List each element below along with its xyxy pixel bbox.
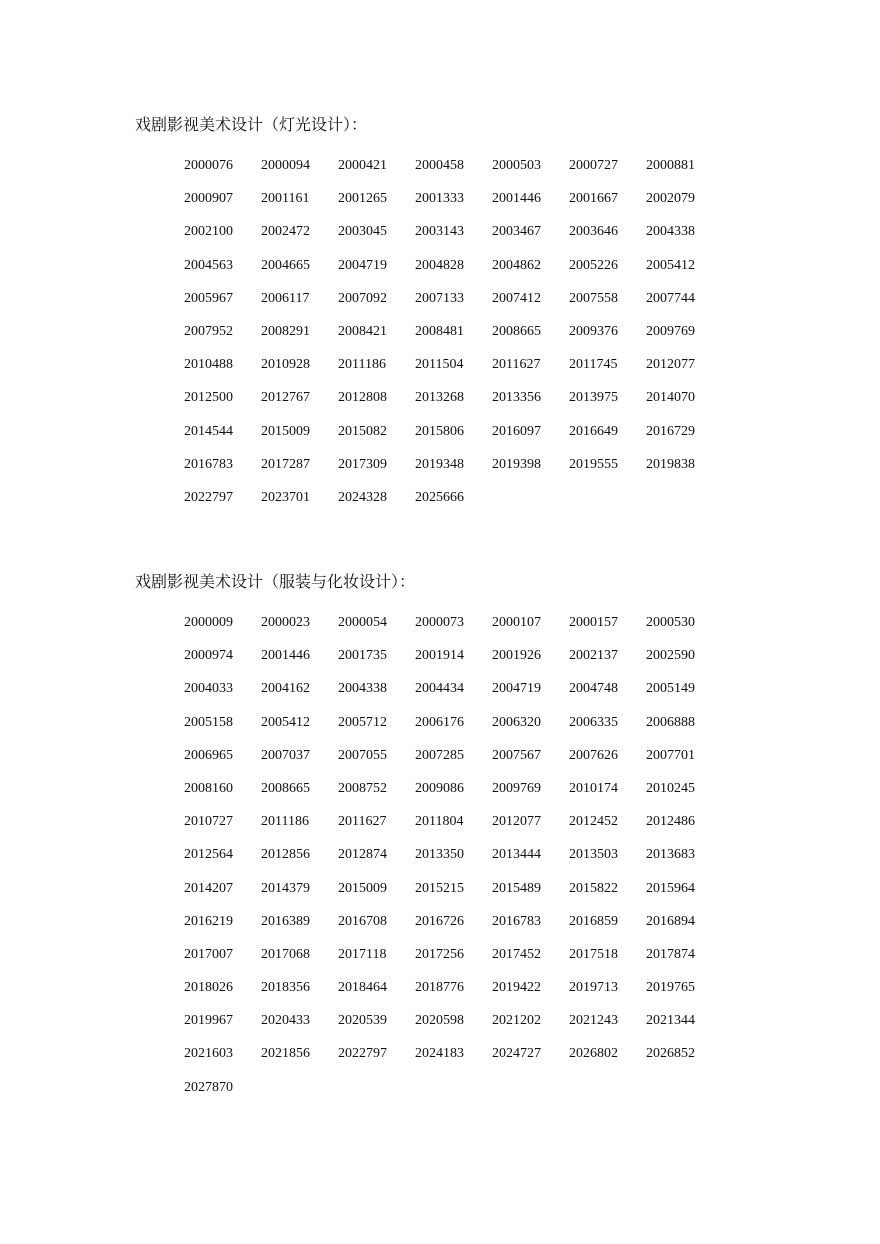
candidate-number: 2021856 — [261, 1046, 310, 1062]
candidate-number: 2001161 — [261, 191, 310, 207]
candidate-number: 2016708 — [338, 913, 387, 929]
candidate-number: 2000421 — [338, 158, 387, 173]
candidate-number: 2018356 — [261, 980, 310, 996]
candidate-number: 2007055 — [338, 747, 387, 763]
candidate-number: 2010727 — [184, 814, 233, 830]
candidate-number: 2019398 — [492, 456, 541, 472]
candidate-number: 2000157 — [569, 615, 618, 630]
candidate-number: 2007952 — [184, 323, 233, 339]
candidate-number: 2010245 — [646, 780, 695, 796]
candidate-number: 2013683 — [646, 847, 695, 863]
candidate-number: 2011504 — [415, 357, 464, 373]
candidate-number: 2017309 — [338, 456, 387, 472]
candidate-number: 2000054 — [338, 615, 387, 630]
candidate-number: 2026802 — [569, 1046, 618, 1062]
candidate-number: 2009376 — [569, 323, 618, 339]
candidate-number: 2017118 — [338, 946, 387, 962]
candidate-number: 2007744 — [646, 290, 695, 306]
candidate-number: 2006320 — [492, 714, 541, 730]
candidate-number: 2024328 — [338, 489, 387, 505]
candidate-number: 2012077 — [646, 357, 695, 373]
candidate-number: 2004033 — [184, 681, 233, 697]
candidate-number: 2015009 — [261, 423, 310, 439]
candidate-number: 2016783 — [492, 913, 541, 929]
candidate-number: 2000503 — [492, 158, 541, 173]
candidate-number: 2006335 — [569, 714, 618, 730]
candidate-number: 2000023 — [261, 615, 310, 630]
candidate-number: 2022797 — [338, 1046, 387, 1062]
candidate-number: 2012874 — [338, 847, 387, 863]
number-grid — [184, 615, 723, 1113]
candidate-number: 2009769 — [646, 323, 695, 339]
candidate-number: 2000107 — [492, 615, 541, 630]
candidate-number: 2012452 — [569, 814, 618, 830]
candidate-number: 2015009 — [338, 880, 387, 896]
candidate-number: 2010928 — [261, 357, 310, 373]
candidate-number: 2005412 — [261, 714, 310, 730]
candidate-number: 2016783 — [184, 456, 233, 472]
candidate-number: 2001914 — [415, 648, 464, 664]
candidate-number: 2019838 — [646, 456, 695, 472]
candidate-number: 2021603 — [184, 1046, 233, 1062]
candidate-number: 2018776 — [415, 980, 464, 996]
candidate-number: 2008291 — [261, 323, 310, 339]
candidate-number: 2016729 — [646, 423, 695, 439]
candidate-number: 2016649 — [569, 423, 618, 439]
candidate-number: 2002137 — [569, 648, 618, 664]
candidate-number: 2002100 — [184, 224, 233, 240]
candidate-number: 2021202 — [492, 1013, 541, 1029]
candidate-number: 2017452 — [492, 946, 541, 962]
candidate-number: 2019765 — [646, 980, 695, 996]
candidate-number: 2016726 — [415, 913, 464, 929]
candidate-number: 2011186 — [261, 814, 309, 830]
candidate-number: 2000907 — [184, 191, 233, 207]
candidate-number: 2015964 — [646, 880, 695, 896]
candidate-number: 2000073 — [415, 615, 464, 630]
number-grid — [184, 158, 723, 523]
candidate-number: 2017068 — [261, 946, 310, 962]
candidate-number: 2001446 — [492, 191, 541, 207]
candidate-number: 2015215 — [415, 880, 464, 896]
candidate-number: 2011627 — [338, 814, 387, 830]
candidate-number: 2004338 — [338, 681, 387, 697]
candidate-number: 2024183 — [415, 1046, 464, 1062]
candidate-number: 2012077 — [492, 814, 541, 830]
candidate-number: 2019713 — [569, 980, 618, 996]
candidate-number: 2000094 — [261, 158, 310, 173]
candidate-number: 2009086 — [415, 780, 464, 796]
candidate-number: 2004162 — [261, 681, 310, 697]
candidate-number: 2012767 — [261, 390, 310, 406]
candidate-number: 2005158 — [184, 714, 233, 730]
candidate-number: 2005712 — [338, 714, 387, 730]
candidate-number: 2008481 — [415, 323, 464, 339]
candidate-number: 2012856 — [261, 847, 310, 863]
candidate-number: 2024727 — [492, 1046, 541, 1062]
candidate-number: 2004434 — [415, 681, 464, 697]
candidate-number: 2012808 — [338, 390, 387, 406]
candidate-number: 2013975 — [569, 390, 618, 406]
candidate-number: 2000974 — [184, 648, 233, 664]
candidate-number: 2000009 — [184, 615, 233, 630]
candidate-number: 2005412 — [646, 257, 695, 273]
candidate-number: 2014379 — [261, 880, 310, 896]
candidate-number: 2022797 — [184, 489, 233, 505]
candidate-number: 2012486 — [646, 814, 695, 830]
candidate-number: 2017518 — [569, 946, 618, 962]
candidate-number: 2005149 — [646, 681, 695, 697]
candidate-number: 2014544 — [184, 423, 233, 439]
candidate-number: 2000727 — [569, 158, 618, 173]
candidate-number: 2004719 — [338, 257, 387, 273]
candidate-number: 2018026 — [184, 980, 233, 996]
candidate-number: 2020598 — [415, 1013, 464, 1029]
candidate-number: 2021243 — [569, 1013, 618, 1029]
candidate-number: 2001333 — [415, 191, 464, 207]
candidate-number: 2016097 — [492, 423, 541, 439]
candidate-number: 2025666 — [415, 489, 464, 505]
candidate-number: 2007412 — [492, 290, 541, 306]
candidate-number: 2021344 — [646, 1013, 695, 1029]
candidate-number: 2003646 — [569, 224, 618, 240]
candidate-number: 2020539 — [338, 1013, 387, 1029]
candidate-number: 2006117 — [261, 290, 310, 306]
candidate-number: 2007092 — [338, 290, 387, 306]
candidate-number: 2026852 — [646, 1046, 695, 1062]
candidate-number: 2000076 — [184, 158, 233, 173]
candidate-number: 2008752 — [338, 780, 387, 796]
candidate-number: 2012500 — [184, 390, 233, 406]
candidate-number: 2007037 — [261, 747, 310, 763]
candidate-number: 2020433 — [261, 1013, 310, 1029]
candidate-number: 2001667 — [569, 191, 618, 207]
candidate-number: 2006888 — [646, 714, 695, 730]
candidate-number: 2000881 — [646, 158, 695, 173]
candidate-number: 2019422 — [492, 980, 541, 996]
candidate-number: 2003045 — [338, 224, 387, 240]
candidate-number: 2009769 — [492, 780, 541, 796]
candidate-number: 2017256 — [415, 946, 464, 962]
candidate-number: 2016894 — [646, 913, 695, 929]
candidate-number: 2008665 — [492, 323, 541, 339]
candidate-number: 2000458 — [415, 158, 464, 173]
candidate-number: 2007558 — [569, 290, 618, 306]
candidate-number: 2014207 — [184, 880, 233, 896]
candidate-number: 2008421 — [338, 323, 387, 339]
candidate-number: 2004338 — [646, 224, 695, 240]
candidate-number: 2001446 — [261, 648, 310, 664]
candidate-number: 2013268 — [415, 390, 464, 406]
candidate-number: 2011186 — [338, 357, 386, 373]
candidate-number: 2019348 — [415, 456, 464, 472]
candidate-number: 2017007 — [184, 946, 233, 962]
candidate-number: 2027870 — [184, 1079, 233, 1095]
candidate-number: 2006965 — [184, 747, 233, 763]
candidate-number: 2001735 — [338, 648, 387, 664]
candidate-number: 2005226 — [569, 257, 618, 273]
section-heading: 戏剧影视美术设计（服装与化妆设计）： — [135, 572, 416, 591]
candidate-number: 2010488 — [184, 357, 233, 373]
candidate-number: 2004862 — [492, 257, 541, 273]
candidate-number: 2018464 — [338, 980, 387, 996]
candidate-number: 2011627 — [492, 357, 541, 373]
candidate-number: 2011804 — [415, 814, 464, 830]
candidate-number: 2001926 — [492, 648, 541, 664]
candidate-number: 2010174 — [569, 780, 618, 796]
candidate-number: 2015082 — [338, 423, 387, 439]
candidate-number: 2007701 — [646, 747, 695, 763]
candidate-number: 2007133 — [415, 290, 464, 306]
candidate-number: 2012564 — [184, 847, 233, 863]
section-heading: 戏剧影视美术设计（灯光设计）： — [135, 115, 368, 134]
candidate-number: 2019555 — [569, 456, 618, 472]
candidate-number: 2008665 — [261, 780, 310, 796]
candidate-number: 2004828 — [415, 257, 464, 273]
candidate-number: 2016219 — [184, 913, 233, 929]
candidate-number: 2015806 — [415, 423, 464, 439]
candidate-number: 2002472 — [261, 224, 310, 240]
candidate-number: 2015822 — [569, 880, 618, 896]
candidate-number: 2001265 — [338, 191, 387, 207]
candidate-number: 2007626 — [569, 747, 618, 763]
candidate-number: 2013503 — [569, 847, 618, 863]
candidate-number: 2017287 — [261, 456, 310, 472]
candidate-number: 2016859 — [569, 913, 618, 929]
candidate-number: 2013444 — [492, 847, 541, 863]
candidate-number: 2004665 — [261, 257, 310, 273]
candidate-number: 2019967 — [184, 1013, 233, 1029]
candidate-number: 2023701 — [261, 489, 310, 505]
candidate-number: 2013356 — [492, 390, 541, 406]
candidate-number: 2002590 — [646, 648, 695, 664]
candidate-number: 2003143 — [415, 224, 464, 240]
candidate-number: 2002079 — [646, 191, 695, 207]
candidate-number: 2017874 — [646, 946, 695, 962]
candidate-number: 2007285 — [415, 747, 464, 763]
candidate-number: 2011745 — [569, 357, 618, 373]
candidate-number: 2004563 — [184, 257, 233, 273]
candidate-number: 2013350 — [415, 847, 464, 863]
candidate-number: 2004719 — [492, 681, 541, 697]
candidate-number: 2004748 — [569, 681, 618, 697]
candidate-number: 2006176 — [415, 714, 464, 730]
candidate-number: 2000530 — [646, 615, 695, 630]
candidate-number: 2016389 — [261, 913, 310, 929]
candidate-number: 2008160 — [184, 780, 233, 796]
candidate-number: 2005967 — [184, 290, 233, 306]
candidate-number: 2003467 — [492, 224, 541, 240]
candidate-number: 2007567 — [492, 747, 541, 763]
candidate-number: 2014070 — [646, 390, 695, 406]
candidate-number: 2015489 — [492, 880, 541, 896]
